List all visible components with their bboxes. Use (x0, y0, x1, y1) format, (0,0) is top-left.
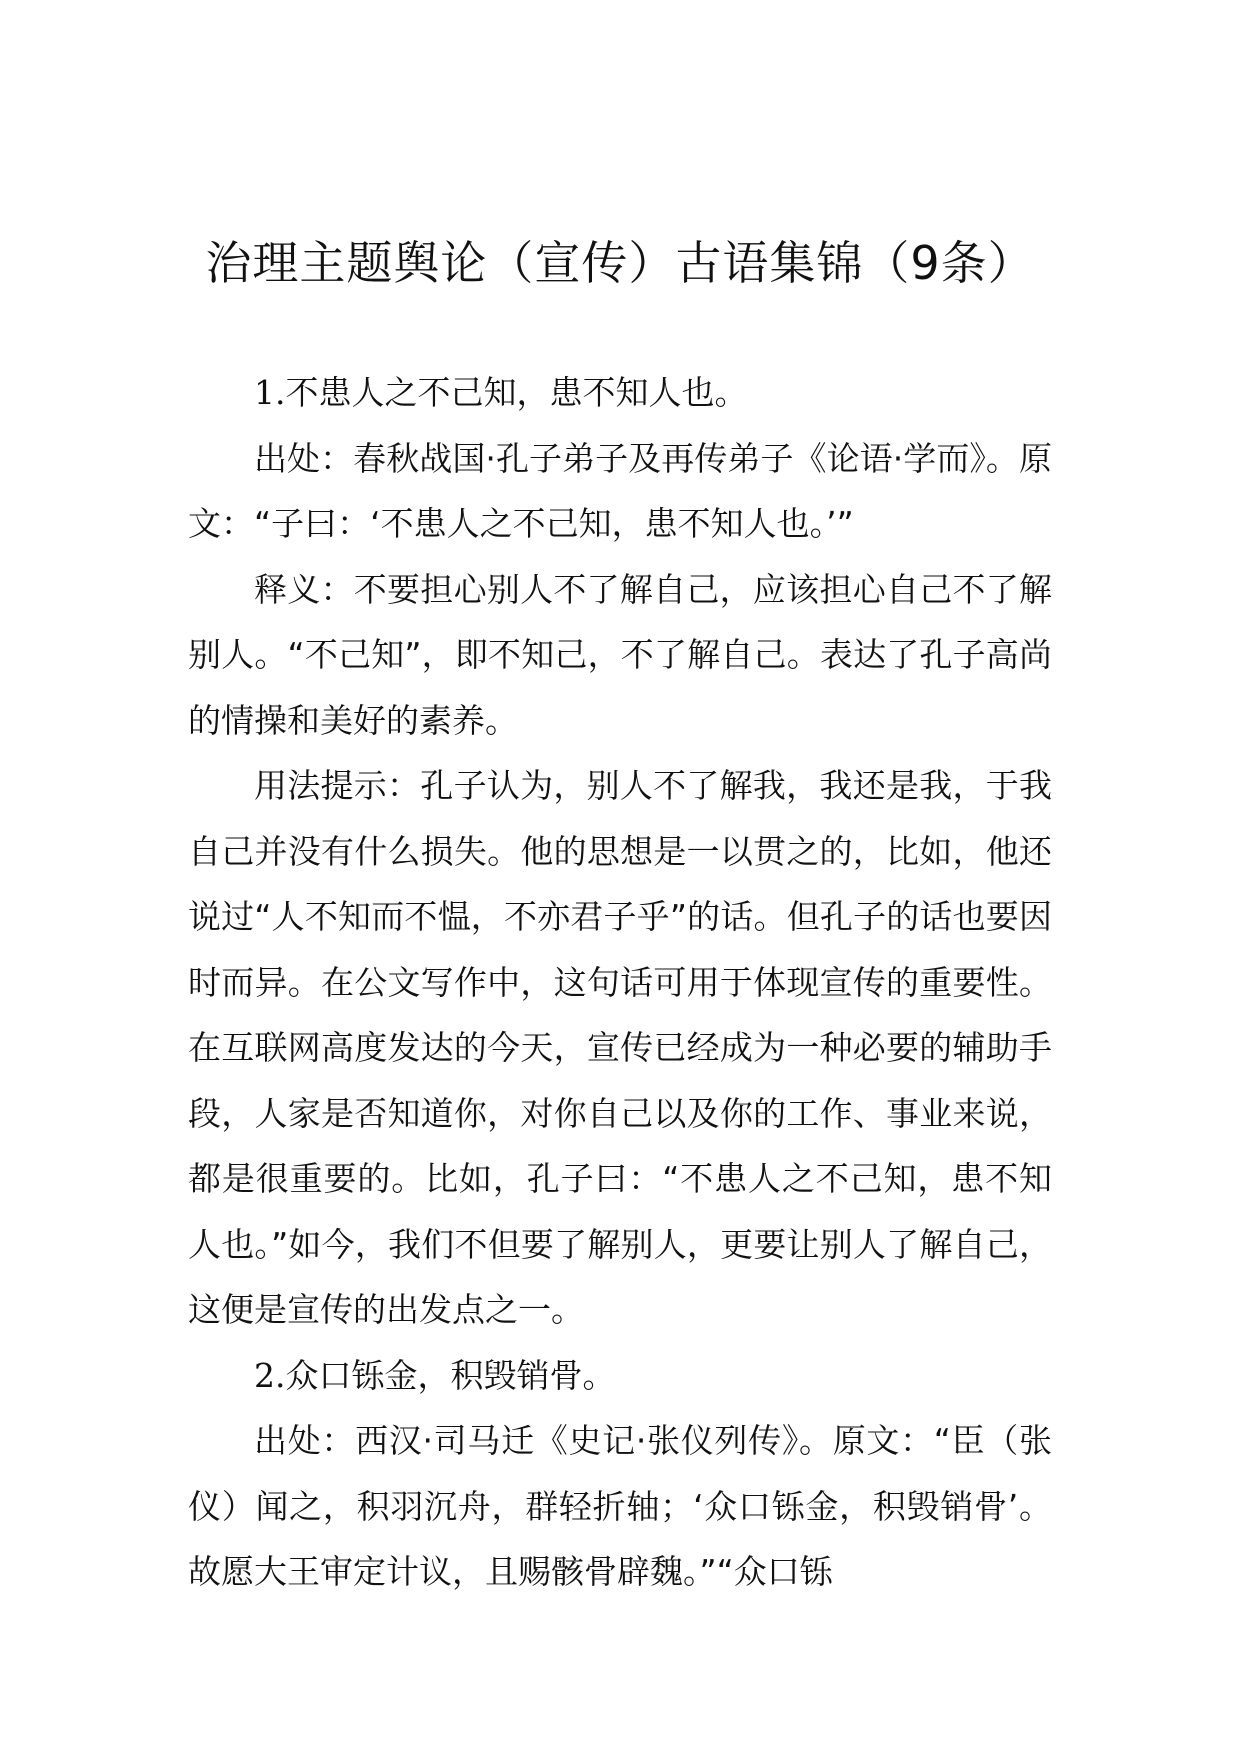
item-2-source: 出处：西汉·司马迁《史记·张仪列传》。原文：“臣（张仪）闻之，积羽沉舟，群轻折轴；‘众口铄金，积毁销骨’。故愿大王审定计议，且赐骸骨辟魏。”“众口铄 (188, 1421, 1052, 1591)
document-body (188, 360, 1052, 1605)
document-title: 治理主题舆论（宣传）古语集锦（9条） (205, 236, 1035, 290)
item-2-heading: 2.众口铄金，积毁销骨。 (254, 1355, 616, 1395)
item-1-heading: 1.不患人之不己知，患不知人也。 (254, 373, 748, 412)
item-1-meaning: 释义：不要担心别人不了解自己，应该担心自己不了解别人。“不己知”，即不知己，不了解自己。表达了孔子高尚的情操和美好的素养。 (188, 569, 1052, 740)
item-1-source: 出处：春秋战国·孔子弟子及再传弟子《论语·学而》。原文：“子曰：‘不患人之不己知，患不知人也。’” (188, 438, 1052, 543)
item-1-usage-tip: 用法提示：孔子认为，别人不了解我，我还是我，于我自己并没有什么损失。他的思想是一以贯之的，比如，他还说过“人不知而不愠，不亦君子乎”的话。但孔子的话也要因时而异。在公文写作中，这句话可用于体现宣传的重要性。在互联网高度发达的今天，宣传已经成为一种必要的辅助手段，人家是否知道你，对你自己以及你的工作、事业来说，都是很重要的。比如，孔子曰：“不患人之不己知，患不知人也。”如今，我们不但要了解别人，更要让别人了解自己，这便是宣传的出发点之一。 (188, 766, 1052, 1329)
